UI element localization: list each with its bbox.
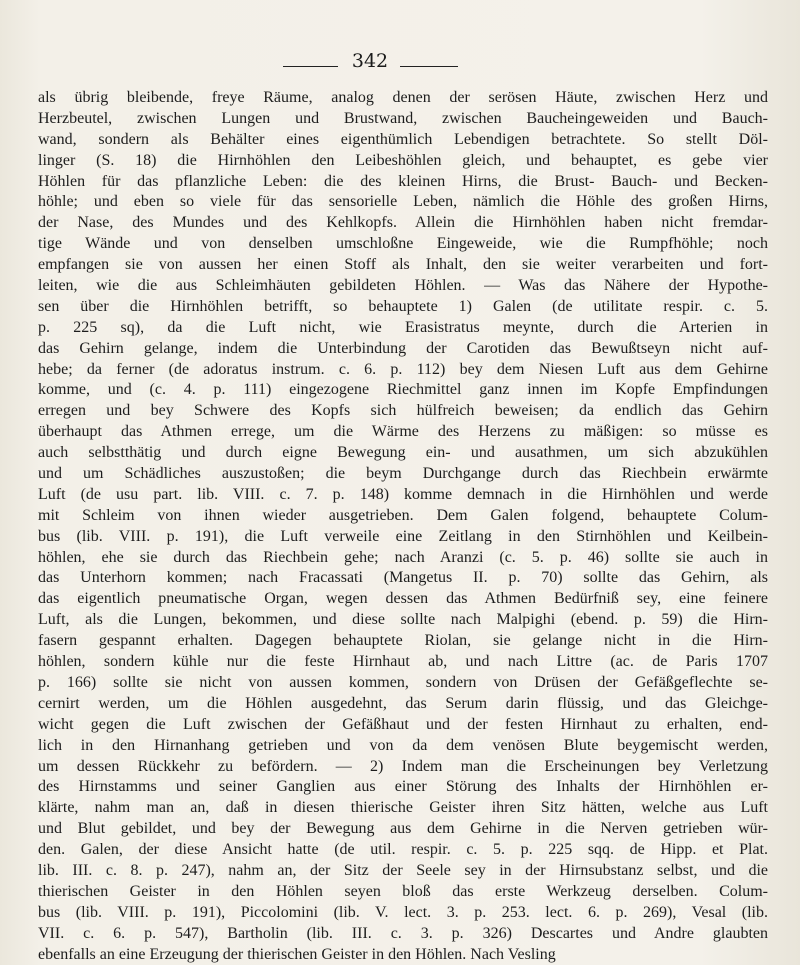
- text-line: mit Schleim von ihnen wieder ausgetrieben. Dem Galen folgend, behauptete Colum-: [38, 506, 768, 524]
- text-body: [38, 88, 768, 965]
- text-line: Luft (de usu part. lib. VIII. c. 7. p. 148) komme demnach in die Hirnhöhlen und werde: [38, 485, 768, 503]
- text-line: höhlen, ehe sie durch das Riechbein gehe; nach Aranzi (c. 5. p. 46) sollte sie auch in: [38, 548, 768, 566]
- text-line: als übrig bleibende, freye Räume, analog denen der serösen Häute, zwischen Herz und: [38, 89, 768, 106]
- text-line: und um Schädliches auszustoßen; die beym Durchgange durch das Riechbein erwärmte: [38, 465, 768, 483]
- text-line: hebe; da ferner (de adoratus instrum. c. 6. p. 112) bey dem Niesen Luft aus dem Gehirne: [38, 360, 768, 378]
- text-line: der Nase, des Mundes und des Kehlkopfs. Allein die Hirnhöhlen haben nicht fremdar-: [38, 214, 768, 232]
- text-line: lib. III. c. 8. p. 247), nahm an, der Sitz der Seele sey in der Hirnsubstanz selbst, und die: [38, 861, 768, 879]
- text-line: sen über die Hirnhöhlen betrifft, so behauptete 1) Galen (de utilitate respir. c. 5.: [38, 297, 768, 315]
- text-line: erregen und bey Schwere des Kopfs sich hülfreich beweisen; da endlich das Gehirn: [38, 402, 768, 420]
- text-line: wand, sondern als Behälter eines eigenthümlich Lebendigen betrachtete. So stellt Döl-: [38, 130, 768, 148]
- text-line: cernirt werden, um die Höhlen ausgedehnt, das Serum darin flüssig, und das Gleichge-: [38, 694, 768, 712]
- text-line: des Hirnstamms und seiner Ganglien aus einer Störung des Inhalts der Hirnhöhlen er-: [38, 778, 768, 796]
- text-line: fasern gespannt erhalten. Dagegen behauptete Riolan, sie gelange nicht in die Hirn-: [38, 632, 768, 650]
- text-line: höhlen, sondern kühle nur die feste Hirnhaut ab, und nach Littre (ac. de Paris 1707: [38, 653, 768, 671]
- text-line: auch selbstthätig und durch eigne Bewegung ein- und ausathmen, um sich abzukühlen: [38, 444, 768, 462]
- text-line: das Gehirn gelange, indem die Unterbindung der Carotiden das Bewußtseyn nicht auf-: [38, 339, 768, 357]
- text-line: Luft, als die Lungen, bekommen, und diese sollte nach Malpighi (ebend. p. 59) die Hirn-: [38, 611, 768, 629]
- text-line: das eigentlich pneumatische Organ, wegen dessen das Athmen Bedürfniß sey, eine feinere: [38, 590, 768, 608]
- text-line: das Unterhorn kommen; nach Fracassati (Mangetus II. p. 70) sollte das Gehirn, als: [38, 569, 768, 587]
- text-line: leiten, wie die aus Schleimhäuten gebildeten Höhlen. — Was das Nähere der Hypothe-: [38, 277, 768, 295]
- page-header: [0, 50, 800, 80]
- text-line: komme, und (c. 4. p. 111) eingezogene Riechmittel ganz innen im Kopfe Empfindungen: [38, 381, 768, 399]
- text-line: Herzbeutel, zwischen Lungen und Brustwand, zwischen Baucheingeweiden und Bauch-: [38, 109, 768, 127]
- text-line: Höhlen für das pflanzliche Leben: die des kleinen Hirns, die Brust- Bauch- und Becken-: [38, 172, 768, 190]
- header-rule-right: [400, 66, 458, 67]
- text-line: p. 166) sollte sie nicht von aussen kommen, sondern von Drüsen der Gefäßgeflechte se-: [38, 673, 768, 691]
- text-line: lich in den Hirnanhang getrieben und von da dem venösen Blute beygemischt werden,: [38, 736, 768, 754]
- header-rule-left: [283, 66, 338, 67]
- text-line: bus (lib. VIII. p. 191), Piccolomini (lib. V. lect. 3. p. 253. lect. 6. p. 269), Vesal (lib.: [38, 903, 768, 921]
- text-line: ebenfalls an eine Erzeugung der thierischen Geister in den Höhlen. Nach Vesling: [38, 945, 556, 963]
- text-line: klärte, nahm man an, daß in diesen thierische Geister ihren Sitz hätten, welche aus Luft: [38, 799, 768, 817]
- page-number: 342: [351, 50, 389, 72]
- text-line: und Blut gebildet, und bey der Bewegung aus dem Gehirne in die Nerven getrieben wür-: [38, 820, 768, 838]
- text-line: den. Galen, der diese Ansicht hatte (de util. respir. c. 5. p. 225 sqq. de Hipp. et Plat.: [38, 841, 768, 859]
- text-line: tige Wände und von denselben umschloßne Eingeweide, wie die Rumpfhöhle; noch: [38, 235, 768, 253]
- text-line: höhle; und eben so viele für das sensorielle Leben, nämlich die Höhle des großen Hirns,: [38, 193, 768, 211]
- text-line: um dessen Rückkehr zu befördern. — 2) Indem man die Erscheinungen bey Verletzung: [38, 757, 768, 775]
- text-line: thierischen Geister in den Höhlen seyen bloß das erste Werkzeug derselben. Colum-: [38, 882, 768, 900]
- text-line: überhaupt das Athmen errege, um die Wärme des Herzens zu mäßigen: so müsse es: [38, 423, 768, 441]
- text-line: wicht gegen die Luft zwischen der Gefäßhaut und der festen Hirnhaut zu erhalten, end-: [38, 715, 768, 733]
- text-line: linger (S. 18) die Hirnhöhlen den Leibeshöhlen gleich, und behauptet, es gebe vier: [38, 151, 768, 169]
- text-line: empfangen sie von aussen her einen Stoff als Inhalt, den sie weiter verarbeiten und fort-: [38, 256, 768, 274]
- text-line: VII. c. 6. p. 547), Bartholin (lib. III. c. 3. p. 326) Descartes und Andre glaubten: [38, 924, 768, 942]
- text-line: bus (lib. VIII. p. 191), die Luft verweile eine Zeitlang in den Stirnhöhlen und Keilbein-: [38, 527, 768, 545]
- text-line: p. 225 sq), da die Luft nicht, wie Erasistratus meynte, durch die Arterien in: [38, 318, 768, 336]
